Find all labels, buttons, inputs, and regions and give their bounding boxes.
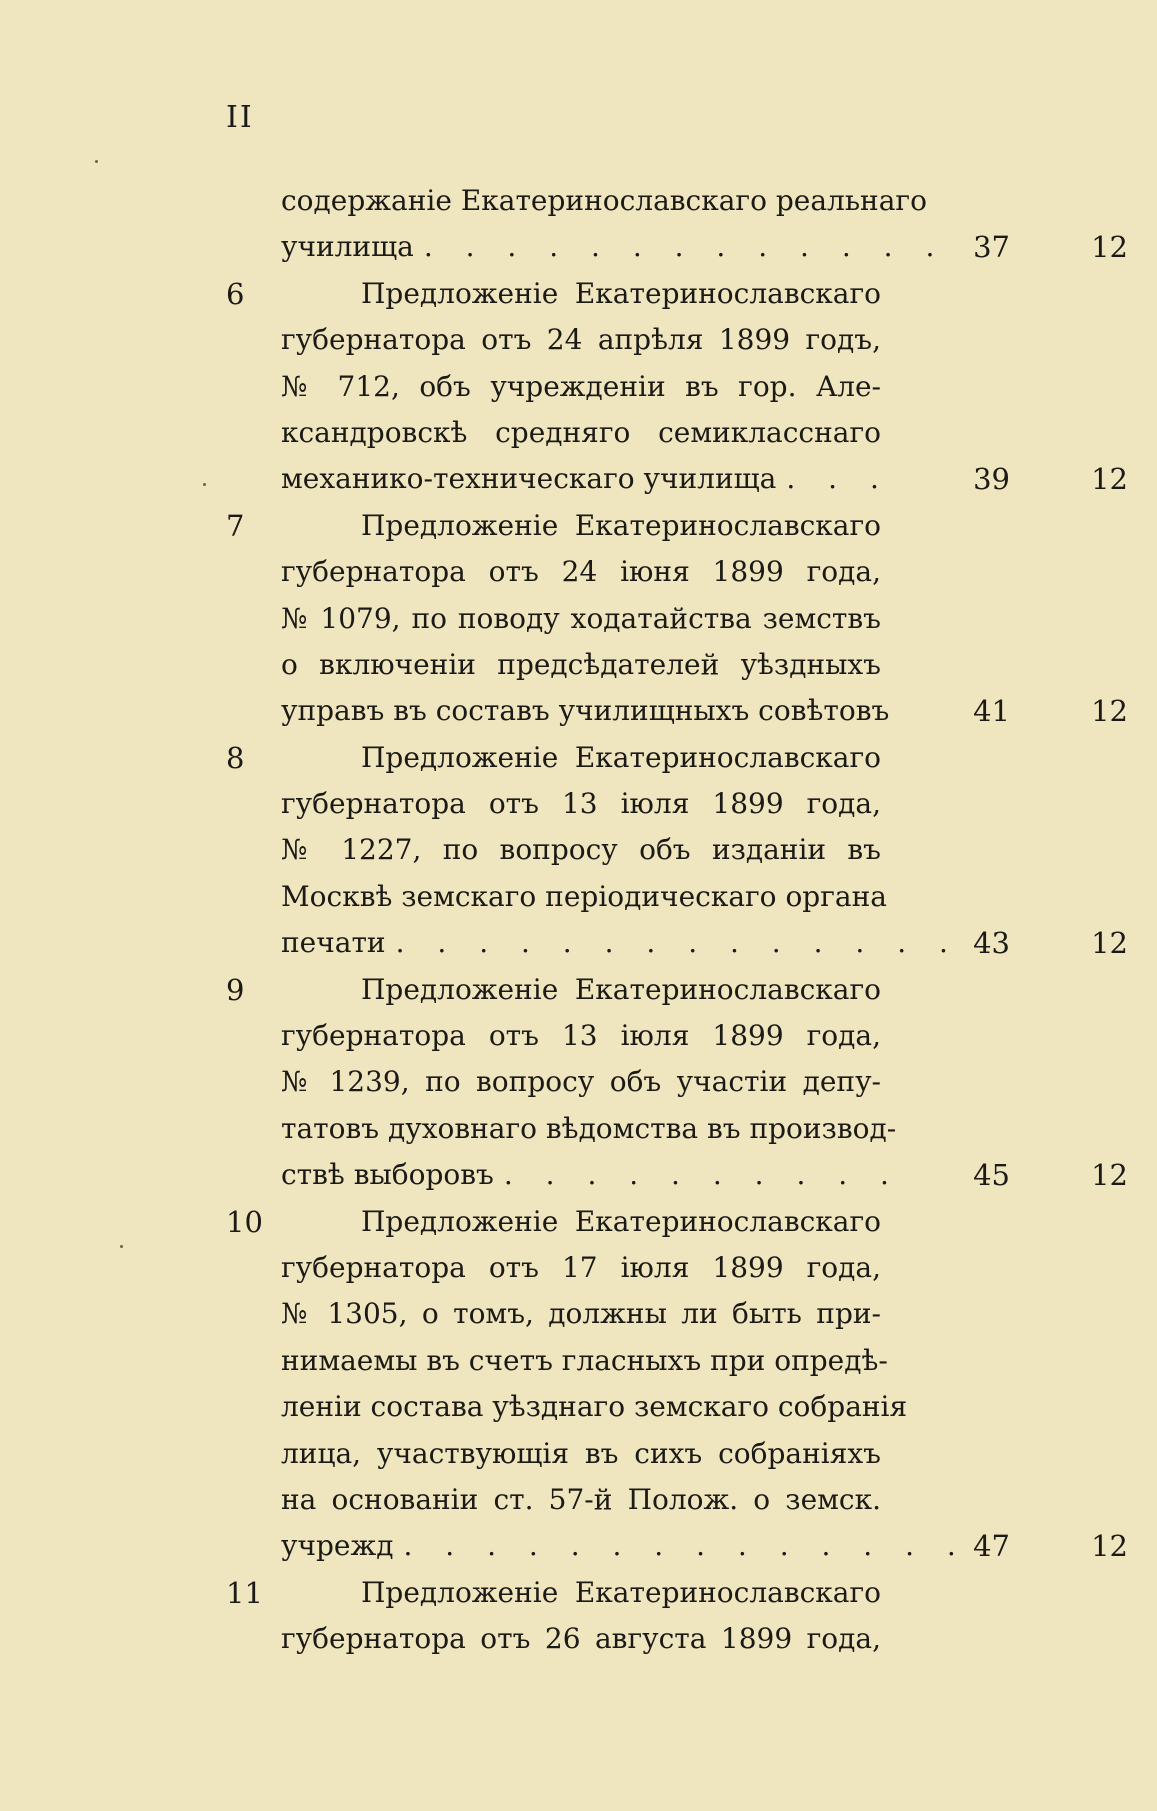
entry-text — [281, 1199, 968, 1570]
entry-line: Предложеніе Екатеринославскаго — [361, 276, 881, 310]
leader-dots: . . . . . . . . . . . . . . — [403, 1529, 968, 1563]
entry-line: губернатора отъ 26 августа 1899 года, — [281, 1622, 881, 1656]
entry-line — [281, 1152, 901, 1198]
entry-number: 10 — [226, 1204, 263, 1239]
session-reference: 12 — [1091, 230, 1128, 265]
session-reference: 12 — [1091, 926, 1128, 961]
entry-line — [281, 920, 960, 966]
page-reference: 47 — [973, 1529, 1010, 1564]
page-reference: 37 — [973, 230, 1010, 265]
toc-entry — [0, 178, 1157, 271]
toc-entry — [0, 271, 1157, 503]
entry-line: ксандровскѣ средняго семикласснаго — [281, 415, 881, 449]
page-reference: 41 — [973, 694, 1010, 729]
page-number: II — [226, 100, 254, 135]
entry-number: 9 — [226, 972, 245, 1007]
print-speck — [95, 160, 98, 163]
entry-line: лица, участвующія въ сихъ собраніяхъ — [281, 1436, 881, 1470]
entry-number: 7 — [226, 508, 245, 543]
entry-line — [281, 456, 891, 502]
entry-line: № 1305, о томъ, должны ли быть при- — [281, 1297, 881, 1331]
entry-line-text: учрежд — [281, 1529, 394, 1563]
entry-line-text: механико-техническаго училища — [281, 462, 777, 496]
entry-line: Москвѣ земскаго періодическаго органа — [281, 879, 887, 913]
entry-line: губернатора отъ 17 іюля 1899 года, — [281, 1250, 881, 1284]
entry-line: Предложеніе Екатеринославскаго — [361, 740, 881, 774]
entry-line: леніи состава уѣзднаго земскаго собранія — [281, 1390, 908, 1424]
leader-dots: . . . . . . . . . . . . . — [423, 230, 947, 264]
leader-dots: . . . — [786, 462, 891, 496]
entry-line-text: печати — [281, 926, 386, 960]
session-reference: 12 — [1091, 1158, 1128, 1193]
entry-line — [281, 224, 947, 270]
entry-text — [281, 503, 890, 735]
entry-line: Предложеніе Екатеринославскаго — [361, 972, 881, 1006]
entry-line: о включеніи предсѣдателей уѣздныхъ — [281, 647, 881, 681]
session-reference: 12 — [1091, 694, 1128, 729]
entry-line: содержаніе Екатеринославскаго реальнаго — [281, 184, 927, 217]
toc-entry — [0, 1570, 1157, 1663]
toc-entry — [0, 1199, 1157, 1570]
entry-text — [281, 1570, 881, 1663]
entry-line — [281, 1523, 968, 1569]
page-reference: 45 — [973, 1158, 1010, 1193]
entry-text — [281, 967, 901, 1199]
toc-entry — [0, 735, 1157, 967]
entry-line-text: училища — [281, 230, 414, 264]
entry-text — [281, 178, 947, 271]
entry-line: губернатора отъ 13 іюля 1899 года, — [281, 787, 881, 821]
entry-line: татовъ духовнаго вѣдомства въ производ- — [281, 1111, 897, 1145]
entry-line: Предложеніе Екатеринославскаго — [361, 1575, 881, 1609]
entry-line: губернатора отъ 24 апрѣля 1899 годъ, — [281, 323, 881, 357]
entry-line: нимаемы въ счетъ гласныхъ при опредѣ- — [281, 1343, 888, 1377]
toc-entry — [0, 967, 1157, 1199]
page-reference: 39 — [973, 462, 1010, 497]
entry-line: № 1227, по вопросу объ изданіи въ — [281, 833, 881, 867]
toc-entry — [0, 503, 1157, 735]
entry-text — [281, 735, 960, 967]
table-of-contents — [0, 178, 1157, 1663]
entry-line: губернатора отъ 24 іюня 1899 года, — [281, 555, 881, 589]
entry-line: на основаніи ст. 57-й Полож. о земск. — [281, 1482, 881, 1516]
entry-line-text: ствѣ выборовъ — [281, 1158, 494, 1192]
entry-line: Предложеніе Екатеринославскаго — [361, 508, 881, 542]
entry-number: 8 — [226, 740, 245, 775]
leader-dots: . . . . . . . . . . — [503, 1158, 901, 1192]
page-reference: 43 — [973, 926, 1010, 961]
leader-dots: . . . . . . . . . . . . . . — [395, 926, 960, 960]
entry-number: 11 — [226, 1575, 263, 1610]
entry-line: № 1079, по поводу ходатайства земствъ — [281, 601, 881, 635]
entry-line: Предложеніе Екатеринославскаго — [361, 1204, 881, 1238]
session-reference: 12 — [1091, 1529, 1128, 1564]
entry-line: № 712, объ учрежденіи въ гор. Але- — [281, 369, 881, 403]
entry-line: управъ въ составъ училищныхъ совѣтовъ — [281, 694, 890, 728]
entry-number: 6 — [226, 276, 245, 311]
entry-line: губернатора отъ 13 іюля 1899 года, — [281, 1019, 881, 1053]
session-reference: 12 — [1091, 462, 1128, 497]
entry-line: № 1239, по вопросу объ участіи депу- — [281, 1065, 881, 1099]
entry-text — [281, 271, 891, 503]
